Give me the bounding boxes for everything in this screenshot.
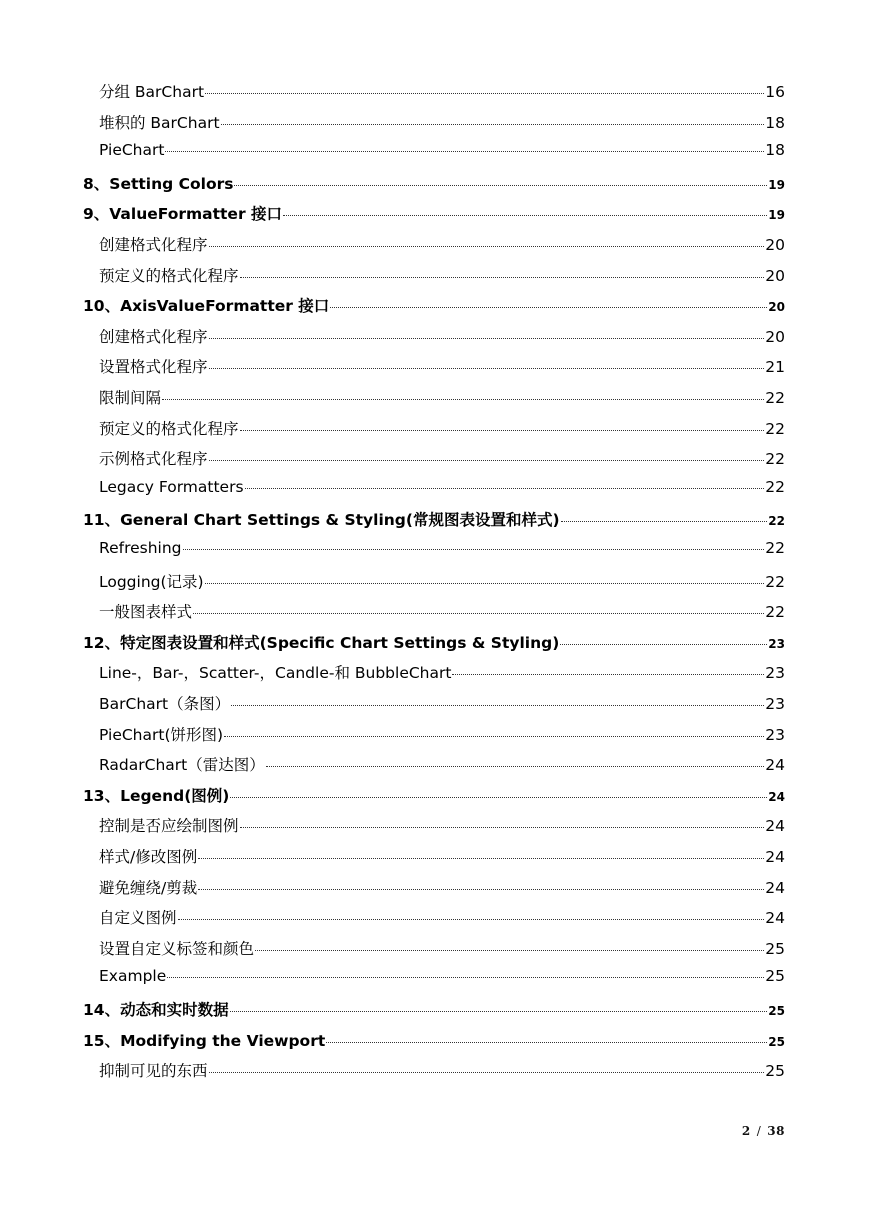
toc-dot-leader <box>209 337 765 339</box>
toc-entry-page: 24 <box>765 909 785 928</box>
toc-entry[interactable] <box>99 233 785 257</box>
page-number <box>742 1124 785 1138</box>
toc-entry-page: 22 <box>765 572 785 591</box>
toc-entry-title: 分组 BarChart <box>99 83 205 101</box>
toc-entry[interactable] <box>99 814 785 838</box>
toc-entry-page: 25 <box>768 1034 785 1049</box>
toc-dot-leader <box>221 123 765 125</box>
toc-entry-page: 22 <box>765 389 785 407</box>
toc-entry[interactable] <box>99 386 785 410</box>
toc-entry-title: 9、ValueFormatter 接口 <box>83 205 282 224</box>
toc-dot-leader <box>162 398 764 400</box>
toc-entry-page: 23 <box>765 664 785 683</box>
toc-entry[interactable] <box>99 661 785 685</box>
toc-entry-page: 25 <box>765 939 785 958</box>
toc-entry[interactable] <box>99 1059 785 1083</box>
toc-dot-leader <box>452 673 764 675</box>
toc-entry-title: 13、Legend(图例) <box>83 786 230 805</box>
toc-dot-leader <box>560 643 767 645</box>
toc-entry[interactable] <box>99 570 785 594</box>
toc-dot-leader <box>183 548 765 550</box>
toc-entry[interactable] <box>99 355 785 379</box>
toc-dot-leader <box>198 857 764 859</box>
toc-entry-title: 控制是否应绘制图例 <box>99 817 239 836</box>
toc-entry[interactable] <box>99 141 785 165</box>
toc-entry[interactable] <box>83 998 785 1022</box>
toc-dot-leader <box>230 1010 768 1012</box>
toc-entry[interactable] <box>99 478 785 502</box>
toc-dot-leader <box>209 367 765 369</box>
toc-entry-page: 20 <box>765 266 785 285</box>
toc-entry-page: 21 <box>765 358 785 377</box>
toc-entry-title: 14、动态和实时数据 <box>83 1001 229 1019</box>
toc-dot-leader <box>193 612 764 614</box>
toc-entry-page: 19 <box>768 177 785 192</box>
toc-entry-page: 24 <box>765 817 785 836</box>
toc-entry-title: 12、特定图表设置和样式(Specific Chart Settings & Styling) <box>83 633 560 652</box>
toc-entry[interactable] <box>83 202 785 226</box>
toc-entry[interactable] <box>99 325 785 349</box>
toc-entry-title: 抑制可见的东西 <box>99 1062 208 1081</box>
toc-dot-leader <box>283 214 767 216</box>
toc-entry-title: Example <box>99 967 167 986</box>
toc-entry-page: 23 <box>765 725 785 744</box>
toc-entry[interactable] <box>99 80 785 104</box>
toc-entry-title: Refreshing <box>99 539 182 557</box>
toc-entry[interactable] <box>83 294 785 318</box>
toc-entry-page: 18 <box>765 141 785 160</box>
toc-entry-page: 22 <box>765 539 785 557</box>
toc-entry[interactable] <box>99 937 785 961</box>
toc-entry-title: 预定义的格式化程序 <box>99 419 239 438</box>
toc-entry-page: 22 <box>765 477 785 496</box>
toc-entry-page: 22 <box>768 514 785 529</box>
toc-entry-page: 24 <box>765 848 785 866</box>
toc-entry-page: 19 <box>768 208 785 223</box>
toc-entry[interactable] <box>99 967 785 991</box>
total-page-count: 38 <box>767 1124 785 1138</box>
toc-entry-page: 24 <box>765 878 785 897</box>
toc-dot-leader <box>205 92 764 94</box>
toc-entry-page: 16 <box>765 83 785 101</box>
toc-entry-page: 20 <box>765 327 785 346</box>
toc-entry[interactable] <box>99 111 785 135</box>
toc-dot-leader <box>178 918 765 920</box>
toc-entry-title: 预定义的格式化程序 <box>99 266 239 285</box>
toc-entry-title: 8、Setting Colors <box>83 174 234 193</box>
toc-entry[interactable] <box>83 631 785 655</box>
toc-entry-page: 22 <box>765 419 785 438</box>
toc-dot-leader <box>240 826 765 828</box>
toc-entry-title: 避免缠绕/剪裁 <box>99 878 198 897</box>
toc-entry[interactable] <box>99 876 785 900</box>
toc-dot-leader <box>209 459 765 461</box>
toc-dot-leader <box>326 1041 767 1043</box>
toc-entry-page: 24 <box>765 756 785 775</box>
toc-entry-title: 堆积的 BarChart <box>99 113 220 132</box>
toc-entry-title: RadarChart（雷达图） <box>99 756 265 775</box>
toc-entry-page: 18 <box>765 113 785 132</box>
toc-dot-leader <box>209 245 765 247</box>
toc-entry-title: 11、General Chart Settings & Styling(常规图表设置和样式) <box>83 511 560 530</box>
toc-entry-title: Logging(记录) <box>99 572 204 591</box>
toc-entry-page: 23 <box>768 636 785 651</box>
toc-entry-title: 创建格式化程序 <box>99 327 208 346</box>
toc-entry[interactable] <box>83 784 785 808</box>
toc-dot-leader <box>167 976 764 978</box>
toc-entry-page: 25 <box>768 1004 785 1018</box>
toc-entry[interactable] <box>99 692 785 716</box>
toc-entry-title: PieChart(饼形图) <box>99 725 224 744</box>
toc-entry-title: 设置自定义标签和颜色 <box>99 939 255 958</box>
toc-dot-leader <box>165 150 764 152</box>
toc-entry-title: BarChart（条图） <box>99 695 231 713</box>
toc-dot-leader <box>198 888 764 890</box>
toc-dot-leader <box>209 1071 765 1073</box>
toc-entry[interactable] <box>99 845 785 869</box>
toc-entry-title: 10、AxisValueFormatter 接口 <box>83 297 330 316</box>
toc-entry[interactable] <box>83 172 785 196</box>
toc-dot-leader <box>330 306 767 308</box>
toc-entry-title: 设置格式化程序 <box>99 358 208 377</box>
toc-entry[interactable] <box>99 539 785 563</box>
toc-entry-page: 25 <box>765 1062 785 1081</box>
toc-dot-leader <box>240 276 765 278</box>
toc-entry[interactable] <box>99 264 785 288</box>
toc-entry-page: 20 <box>768 300 785 315</box>
toc-entry[interactable] <box>99 417 785 441</box>
toc-entry[interactable] <box>99 447 785 471</box>
toc-entry-page: 22 <box>765 450 785 469</box>
toc-entry[interactable] <box>83 508 785 532</box>
toc-entry-page: 23 <box>765 695 785 713</box>
toc-dot-leader <box>255 949 764 951</box>
toc-entry[interactable] <box>99 906 785 930</box>
toc-dot-leader <box>224 735 764 737</box>
toc-entry[interactable] <box>83 1029 785 1053</box>
toc-entry-title: 一般图表样式 <box>99 603 193 622</box>
toc-dot-leader <box>245 487 765 489</box>
toc-entry-title: 15、Modifying the Viewport <box>83 1031 326 1050</box>
toc-entry-page: 25 <box>765 967 785 986</box>
toc-entry-page: 22 <box>765 603 785 622</box>
toc-entry-title: 自定义图例 <box>99 909 177 928</box>
toc-dot-leader <box>230 796 767 798</box>
toc-dot-leader <box>234 184 767 186</box>
toc-entry-title: 示例格式化程序 <box>99 450 208 469</box>
toc-entry[interactable] <box>99 600 785 624</box>
toc-entry-title: 创建格式化程序 <box>99 236 208 254</box>
toc-entry-title: 样式/修改图例 <box>99 848 198 866</box>
toc-dot-leader <box>231 704 764 706</box>
current-page-number: 2 <box>741 1124 751 1138</box>
toc-dot-leader <box>561 520 768 522</box>
toc-entry[interactable] <box>99 723 785 747</box>
toc-entry-title: 限制间隔 <box>99 389 162 407</box>
toc-dot-leader <box>240 429 765 431</box>
toc-entry-title: PieChart <box>99 141 165 160</box>
toc-entry-page: 24 <box>768 789 785 804</box>
toc-entry-title: Line-，Bar-，Scatter-，Candle-和 BubbleChart <box>99 664 452 683</box>
toc-entry[interactable] <box>99 753 785 777</box>
page-separator: / <box>756 1124 762 1138</box>
toc-entry-page: 20 <box>765 236 785 254</box>
toc-dot-leader <box>266 765 765 767</box>
toc-entry-title: Legacy Formatters <box>99 477 244 496</box>
toc-dot-leader <box>205 582 765 584</box>
